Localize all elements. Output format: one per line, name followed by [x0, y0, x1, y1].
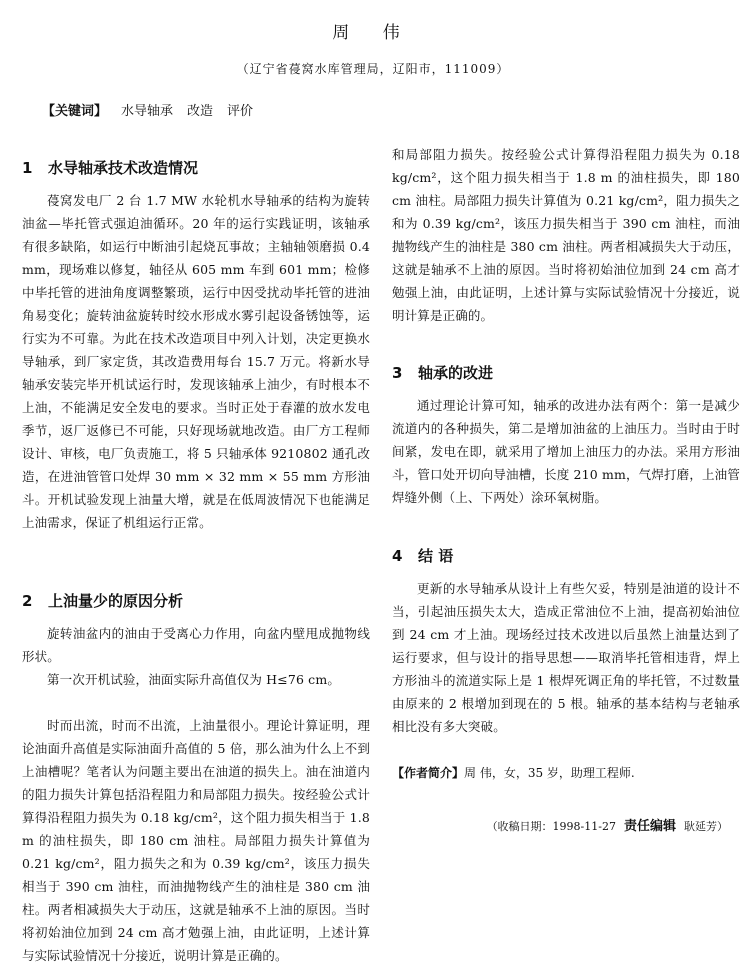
- section-heading: [22, 157, 370, 179]
- body-paragraph-continued: 和局部阻力损失。按经验公式计算得沿程阻力损失为 0.18 kg/cm²，这个阻力损失相当于 1.8 m 的油柱损失，即 180 cm 油柱。局部阻力损失计算值为 0.21 kg/cm²，阻力损失之和为 0.39 kg/cm²，该压力损失相当于 390 cm 油柱，而油抛物线产生的油柱是 380 cm 油柱。两者相减损失大于动压，这就是轴承不上油的原因。当时将初始油位加到 24 cm 高才勉强上油，由此证明，上述计算与实际试验情况十分接近，说明计算是正确的。: [392, 147, 740, 323]
- keyword: 评价: [227, 104, 254, 119]
- received-date: （收稿日期：1998-11-27: [486, 820, 616, 833]
- section-number: 1: [22, 159, 33, 177]
- author-name: 周 伟: [332, 23, 414, 43]
- section-title: 上油量少的原因分析: [48, 592, 184, 610]
- keywords-label: 【关键词】: [42, 104, 108, 119]
- keyword: 改造: [187, 104, 214, 119]
- section-title: 轴承的改进: [418, 364, 494, 382]
- keyword: 水导轴承: [121, 104, 174, 119]
- body-paragraph: 葠窝发电厂 2 台 1.7 MW 水轮机水导轴承的结构为旋转油盆—毕托管式强迫油循环。20 年的运行实践证明，该轴承有很多缺陷，如运行中断油引起烧瓦事故；主轴轴领磨损 0.4 mm，现场难以修复，轴径从 605 mm 车到 601 mm；检修中毕托管的进油角度调整繁琐，运行中因受扰动毕托管的进油角易变化；旋转油盆旋转时绞水形成水雾引起设备锈蚀等，运行实为不可靠。为此在技术改造项目中列入计划，决定更换水导轴承，到厂家定货，其改造费用每台 15.7 万元。将新水导轴承安装完毕开机试运行时，发现该轴承上油少，有时根本不上油，不能满足安全发电的要求。当时正处于春灌的放水发电季节，返厂返修已不可能，只好现场就地改造。由厂方工程师设计、审核，电厂负责施工，将 5 只轴承体 9210802 通孔改造，在进油管管口处焊 30 mm × 32 mm × 55 mm 方形油斗。开机试验发现上油量大增，就是在低周波情况下也能满足上油需求，保证了机组运行正常。: [22, 193, 370, 530]
- author-bio: [392, 762, 740, 784]
- editor-name: 耿延芳）: [684, 820, 728, 833]
- footer: [487, 815, 728, 834]
- body-paragraph: 旋转油盆内的油由于受离心力作用，向盆内壁甩成抛物线形状。: [22, 626, 370, 664]
- section-heading: [392, 545, 740, 567]
- section-number: 2: [22, 592, 33, 610]
- body-paragraph: 第一次开机试验，油面实际升高值仅为 H≤76 cm。: [47, 672, 340, 687]
- author-bio-text: 周 伟，女，35 岁，助理工程师.: [464, 766, 635, 780]
- editor-label: 责任编辑: [623, 819, 676, 834]
- section-title: 水导轴承技术改造情况: [48, 159, 199, 177]
- body-paragraph: 更新的水导轴承从设计上有些欠妥，特别是油道的设计不当，引起油压损失太大，造成正常油位不上油，提高初始油位到 24 cm 才上油。现场经过技术改进以后虽然上油量达到了运行要求，但与设计的指导思想——取消毕托管相违背，焊上方形油斗的流道实际上是 1 根焊死调正角的毕托管，不过数量由原来的 2 根增加到现在的 5 根。轴承的基本结构与老轴承相比没有多大突破。: [392, 581, 740, 734]
- section-number: 3: [392, 364, 403, 382]
- body-paragraph: 时而出流，时而不出流，上油量很小。理论计算证明，理论油面升高值是实际油面升高值的 5 倍，那么油为什么上不到上油槽呢？笔者认为问题主要出在油道的损失上。油在油道内的阻力损失计算包括沿程阻力和局部阻力损失。按经验公式计算得沿程阻力损失为 0.18 kg/cm²，这个阻力损失相当于 1.8 m 的油柱损失，即 180 cm 油柱。局部阻力损失计算值为 0.21 kg/cm²，阻力损失之和为 0.39 kg/cm²，该压力损失相当于 390 cm 油柱，而油抛物线产生的油柱是 380 cm 油柱。两者相减损失大于动压，这就是轴承不上油的原因。当时将初始油位加到 24 cm 高才勉强上油，由此证明，上述计算与实际试验情况十分接近，说明计算是正确的。: [22, 718, 370, 963]
- section-heading: [22, 590, 370, 612]
- body-paragraph: 通过理论计算可知，轴承的改进办法有两个：第一是减少流道内的各种损失，第二是增加油盆的上油压力。当时由于时间紧，发电在即，就采用了增加上油压力的办法。采用方形油斗，管口处开切向导油槽，长度 210 mm，气焊打磨，上油管焊缝外侧（上、下两处）涂环氧树脂。: [392, 398, 740, 505]
- keywords-line: [42, 100, 253, 119]
- section-number: 4: [392, 547, 403, 565]
- author-affiliation: （辽宁省葠窝水库管理局，辽阳市，111009）: [236, 62, 510, 76]
- section-heading: [392, 362, 740, 384]
- section-title: 结 语: [418, 547, 454, 565]
- author-bio-label: 【作者简介】: [392, 766, 465, 780]
